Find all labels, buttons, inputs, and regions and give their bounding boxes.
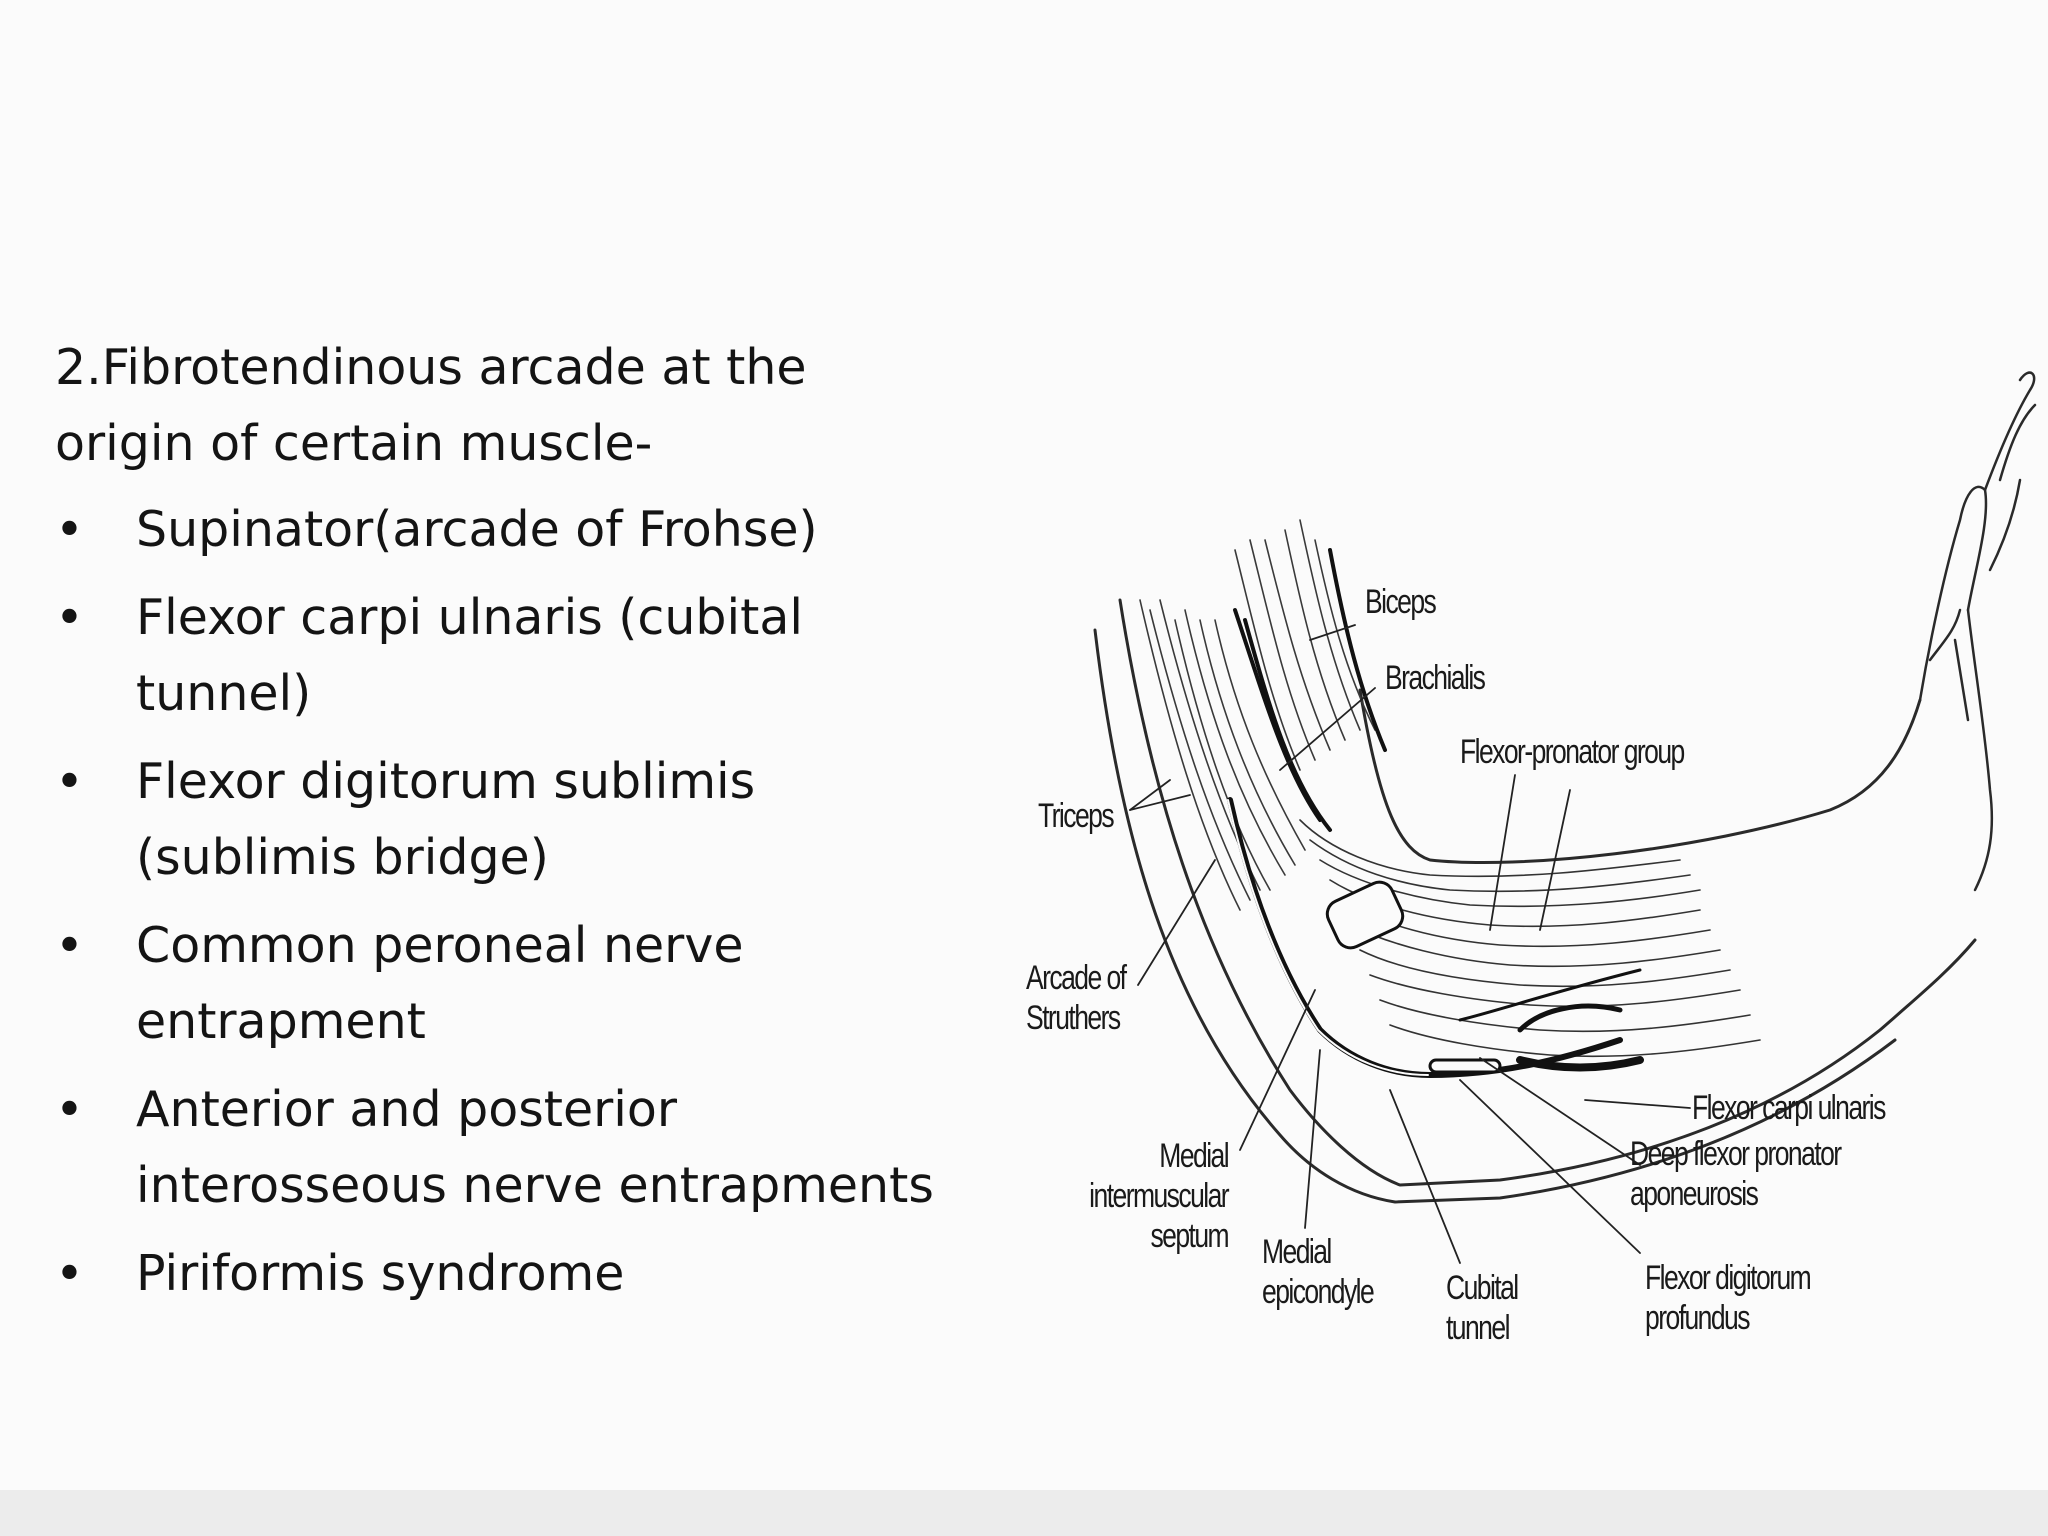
upper-arm-fibers <box>1140 520 1375 910</box>
label-line: Medial <box>1159 1137 1228 1175</box>
bullet-list <box>55 492 995 1312</box>
label-flexor-pronator-group <box>1460 732 1684 772</box>
label-medial-intermuscular-septum <box>1089 1136 1228 1256</box>
label-line: tunnel <box>1446 1309 1509 1347</box>
label-flexor-digitorum-profundus <box>1645 1258 1810 1338</box>
bullet-dot: • <box>55 753 84 810</box>
bullet-item <box>55 580 995 732</box>
label-triceps <box>1038 796 1113 836</box>
bullet-text: Anterior and posterior <box>136 1081 678 1138</box>
biceps-shading <box>1235 550 1385 830</box>
slide-text <box>55 330 995 1324</box>
bullet-text: interosseous nerve entrapments <box>136 1157 934 1214</box>
slide-heading <box>55 330 995 482</box>
label-brachialis <box>1385 658 1484 698</box>
label-line: epicondyle <box>1262 1273 1374 1311</box>
bullet-text: Flexor digitorum sublimis <box>136 753 756 810</box>
hand-outline <box>1920 373 2035 890</box>
bullet-text: tunnel) <box>136 665 312 722</box>
label-line: Flexor carpi ulnaris <box>1692 1089 1885 1127</box>
ulnar-nerve <box>1228 800 1640 1075</box>
bullet-item <box>55 744 995 896</box>
bullet-dot: • <box>55 589 84 646</box>
footer-band <box>0 1490 2048 1536</box>
label-cubital-tunnel <box>1446 1268 1518 1348</box>
bullet-dot: • <box>55 1081 84 1138</box>
label-line: Cubital <box>1446 1269 1518 1307</box>
bullet-dot: • <box>55 501 84 558</box>
bullet-item <box>55 1236 995 1312</box>
label-line: Arcade of <box>1026 959 1126 997</box>
bullet-text: Flexor carpi ulnaris (cubital <box>136 589 803 646</box>
label-line: Struthers <box>1026 999 1120 1037</box>
label-line: Flexor digitorum <box>1645 1259 1811 1297</box>
bullet-item <box>55 908 995 1060</box>
label-deep-flexor-pronator-aponeurosis <box>1630 1134 1841 1214</box>
bullet-text: Supinator(arcade of Frohse) <box>136 501 818 558</box>
label-line: Medial <box>1262 1233 1331 1271</box>
label-line: septum <box>1150 1217 1228 1255</box>
label-line: Triceps <box>1038 797 1114 835</box>
label-medial-epicondyle <box>1262 1232 1373 1312</box>
elbow-anatomy-diagram <box>1000 370 2040 1390</box>
bullet-dot: • <box>55 917 84 974</box>
bullet-item <box>55 1072 995 1224</box>
bullet-dot: • <box>55 1245 84 1302</box>
bullet-text: Piriformis syndrome <box>136 1245 625 1302</box>
bullet-text: entrapment <box>136 993 426 1050</box>
label-flexor-carpi-ulnaris <box>1692 1088 1885 1128</box>
heading-line: origin of certain muscle- <box>55 415 653 472</box>
bullet-item <box>55 492 995 568</box>
label-line: Biceps <box>1365 583 1436 621</box>
bullet-text: (sublimis bridge) <box>136 829 549 886</box>
label-arcade-of-struthers <box>1026 958 1125 1038</box>
label-line: intermuscular <box>1089 1177 1228 1215</box>
label-biceps <box>1365 582 1435 622</box>
label-line: Deep flexor pronator <box>1630 1135 1841 1173</box>
label-line: Flexor-pronator group <box>1460 733 1684 771</box>
label-line: Brachialis <box>1385 659 1485 697</box>
label-line: aponeurosis <box>1630 1175 1758 1213</box>
heading-line: 2.Fibrotendinous arcade at the <box>55 339 807 396</box>
label-line: profundus <box>1645 1299 1749 1337</box>
bullet-text: Common peroneal nerve <box>136 917 744 974</box>
